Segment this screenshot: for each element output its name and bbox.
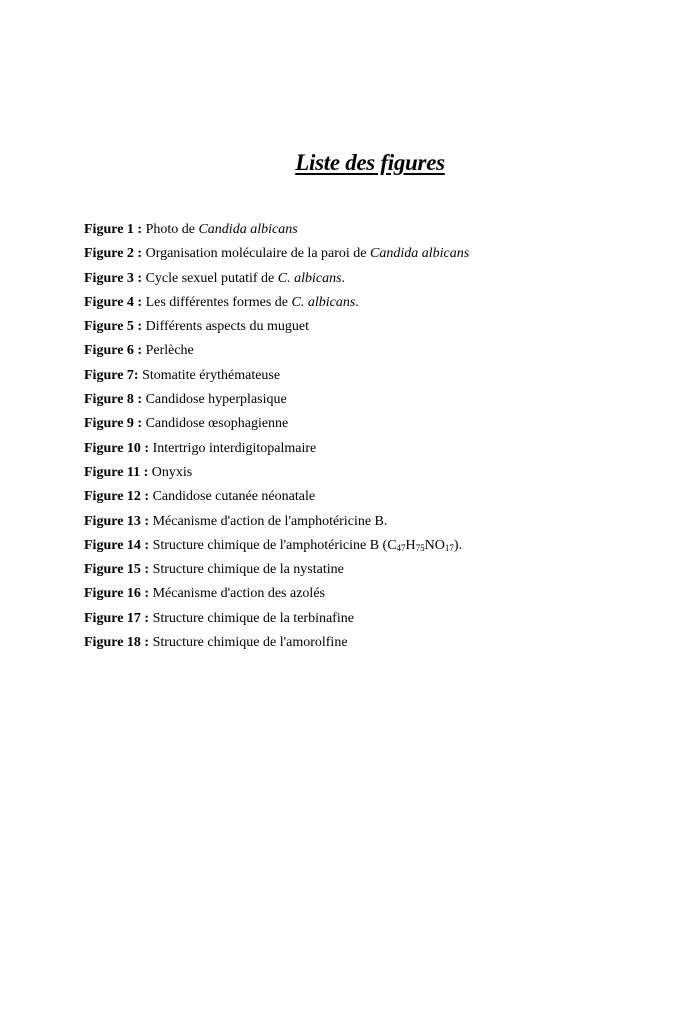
caption-text: Candidose œsophagienne (142, 416, 289, 432)
figure-list-item (84, 291, 674, 315)
caption-italic-text: Candida albicans (198, 222, 298, 237)
caption-subscript: 75 (415, 542, 425, 553)
figure-list-item (84, 412, 674, 436)
figure-caption (142, 343, 194, 358)
figure-list (84, 218, 674, 655)
caption-text: Perlèche (142, 343, 194, 359)
figure-caption (149, 611, 354, 626)
caption-text: Candidose cutanée néonatale (149, 489, 316, 505)
figure-label: Figure 7: (84, 367, 139, 383)
figure-label: Figure 18 : (84, 635, 150, 651)
figure-caption (142, 319, 309, 334)
figure-label: Figure 4 : (84, 294, 143, 310)
figure-caption (142, 416, 288, 431)
page-title: Liste des figures (295, 150, 445, 175)
figure-list-item (84, 558, 674, 582)
figure-caption (149, 514, 387, 529)
figure-label: Figure 11 : (84, 464, 149, 480)
figure-list-item (84, 437, 674, 461)
caption-text: ). (453, 537, 463, 553)
caption-text: NO (424, 537, 445, 553)
figure-label: Figure 5 : (84, 319, 143, 335)
figure-caption (142, 271, 345, 286)
figure-caption (149, 586, 325, 601)
figure-list-item (84, 582, 674, 606)
caption-text: . (341, 270, 346, 286)
caption-subscript: 17 (444, 542, 454, 553)
figure-label: Figure 1 : (84, 222, 143, 237)
figure-label: Figure 16 : (84, 586, 150, 602)
figure-label: Figure 3 : (84, 270, 143, 286)
caption-text: Structure chimique de la nystatine (149, 562, 344, 578)
caption-text: Structure chimique de l'amorolfine (149, 635, 348, 651)
caption-text: H (405, 537, 416, 553)
figure-list-item (84, 267, 674, 291)
figure-list-item (84, 364, 674, 388)
caption-text: Les différentes formes de (142, 294, 292, 310)
figure-label: Figure 13 : (84, 513, 150, 529)
figure-caption (142, 246, 469, 261)
figure-caption (149, 441, 316, 456)
figure-list-item (84, 315, 674, 339)
figure-list-item (84, 218, 674, 242)
figure-list-item (84, 631, 674, 655)
caption-text: Mécanisme d'action de l'amphotéricine B. (149, 513, 388, 529)
figure-list-item (84, 510, 674, 534)
caption-text: Stomatite érythémateuse (138, 367, 281, 383)
figure-list-item (84, 388, 674, 412)
figure-caption (149, 562, 344, 577)
figure-list-item (84, 461, 674, 485)
figure-list-item (84, 534, 674, 558)
figure-caption (149, 635, 347, 650)
figure-list-item (84, 607, 674, 631)
figure-caption (148, 465, 192, 480)
figure-label: Figure 8 : (84, 392, 143, 408)
figure-label: Figure 17 : (84, 610, 150, 626)
caption-italic-text: Candida albicans (370, 246, 470, 262)
figure-label: Figure 2 : (84, 246, 143, 262)
figure-caption (149, 538, 462, 553)
caption-text: Photo de (142, 222, 199, 237)
caption-text: Structure chimique de la terbinafine (149, 610, 354, 626)
caption-italic-text: C. albicans (291, 294, 356, 310)
figure-caption (149, 489, 315, 504)
figure-caption (142, 295, 359, 310)
caption-text: Cycle sexuel putatif de (142, 270, 278, 286)
caption-subscript: 47 (396, 542, 406, 553)
figure-label: Figure 15 : (84, 562, 150, 578)
caption-text: Mécanisme d'action des azolés (149, 586, 325, 602)
caption-text: Intertrigo interdigitopalmaire (149, 440, 317, 456)
figure-label: Figure 6 : (84, 343, 143, 359)
figure-label: Figure 14 : (84, 537, 150, 553)
figure-list-item (84, 242, 674, 266)
caption-text: Différents aspects du muguet (142, 319, 309, 335)
caption-text: Onyxis (148, 464, 193, 480)
caption-italic-text: C. albicans (277, 270, 342, 286)
figure-list-item (84, 485, 674, 509)
figure-label: Figure 9 : (84, 416, 143, 432)
figure-caption (142, 392, 287, 407)
caption-text: Structure chimique de l'amphotéricine B (C (149, 537, 397, 553)
figure-label: Figure 10 : (84, 440, 150, 456)
figure-list-item (84, 339, 674, 363)
caption-text: Organisation moléculaire de la paroi de (142, 246, 371, 262)
figure-caption (142, 222, 298, 237)
figure-caption (139, 368, 281, 383)
caption-text: Candidose hyperplasique (142, 392, 287, 408)
figure-label: Figure 12 : (84, 489, 150, 505)
caption-text: . (355, 294, 359, 310)
